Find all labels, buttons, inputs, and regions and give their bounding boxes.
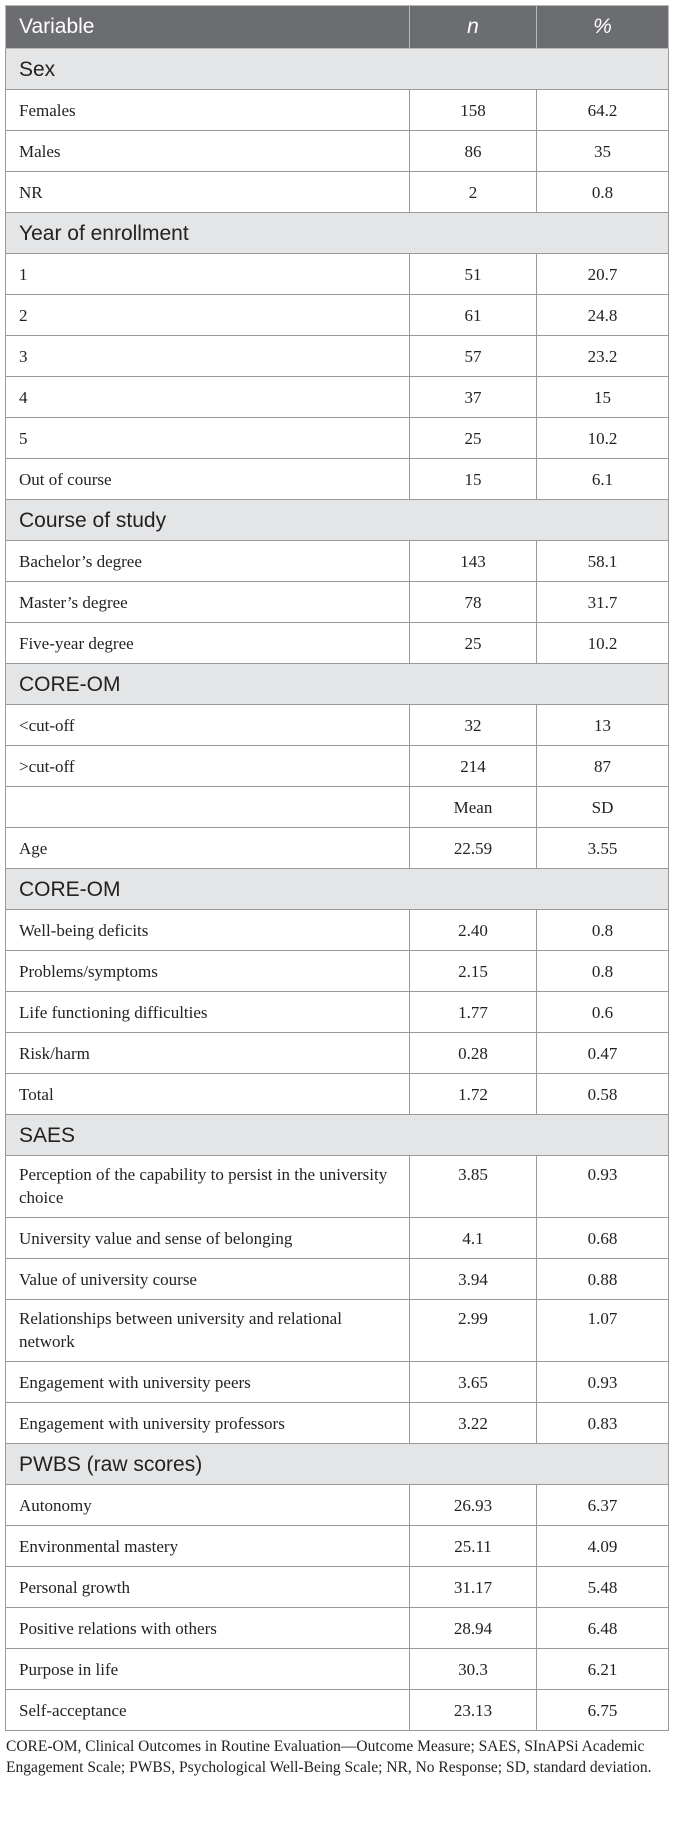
table-row bbox=[6, 910, 669, 951]
subheader-sd: SD bbox=[537, 787, 669, 828]
row-sd: 6.21 bbox=[537, 1649, 669, 1690]
row-mean: 30.3 bbox=[410, 1649, 537, 1690]
row-mean: 2.40 bbox=[410, 910, 537, 951]
row-n: 86 bbox=[410, 131, 537, 172]
descriptive-statistics-table bbox=[5, 5, 669, 1731]
row-percent: 64.2 bbox=[537, 90, 669, 131]
row-n: 51 bbox=[410, 254, 537, 295]
row-mean: 28.94 bbox=[410, 1608, 537, 1649]
table-row bbox=[6, 377, 669, 418]
row-percent: 10.2 bbox=[537, 623, 669, 664]
row-sd: 6.48 bbox=[537, 1608, 669, 1649]
section-core-om-scores bbox=[6, 869, 669, 910]
table-row bbox=[6, 1156, 669, 1218]
row-label: Total bbox=[6, 1074, 410, 1115]
table-container bbox=[5, 5, 668, 1778]
row-percent: 87 bbox=[537, 746, 669, 787]
section-title: SAES bbox=[6, 1115, 669, 1156]
row-label: Relationships between university and relational network bbox=[6, 1300, 410, 1362]
row-label: Bachelor’s degree bbox=[6, 541, 410, 582]
row-mean: 3.65 bbox=[410, 1362, 537, 1403]
table-row bbox=[6, 418, 669, 459]
row-sd: 1.07 bbox=[537, 1300, 669, 1362]
section-sex bbox=[6, 49, 669, 90]
table-row bbox=[6, 254, 669, 295]
row-label: Life functioning difficulties bbox=[6, 992, 410, 1033]
row-label: Personal growth bbox=[6, 1567, 410, 1608]
row-sd: 5.48 bbox=[537, 1567, 669, 1608]
section-core-om-cutoff bbox=[6, 664, 669, 705]
row-sd: 0.88 bbox=[537, 1259, 669, 1300]
row-label: Risk/harm bbox=[6, 1033, 410, 1074]
table-row bbox=[6, 131, 669, 172]
table-row bbox=[6, 336, 669, 377]
row-sd: 0.93 bbox=[537, 1362, 669, 1403]
row-sd: 4.09 bbox=[537, 1526, 669, 1567]
row-label: Out of course bbox=[6, 459, 410, 500]
row-percent: 13 bbox=[537, 705, 669, 746]
row-label: Age bbox=[6, 828, 410, 869]
table-row bbox=[6, 1567, 669, 1608]
row-label: Value of university course bbox=[6, 1259, 410, 1300]
row-sd: 0.58 bbox=[537, 1074, 669, 1115]
header-row bbox=[6, 6, 669, 49]
section-title: Sex bbox=[6, 49, 669, 90]
section-title: Course of study bbox=[6, 500, 669, 541]
table-row bbox=[6, 623, 669, 664]
row-label: University value and sense of belonging bbox=[6, 1218, 410, 1259]
header-n: n bbox=[410, 6, 537, 49]
section-title: PWBS (raw scores) bbox=[6, 1444, 669, 1485]
row-mean: 2.99 bbox=[410, 1300, 537, 1362]
row-label: Positive relations with others bbox=[6, 1608, 410, 1649]
section-year-of-enrollment bbox=[6, 213, 669, 254]
row-label: NR bbox=[6, 172, 410, 213]
row-sd: 6.75 bbox=[537, 1690, 669, 1731]
row-label: >cut-off bbox=[6, 746, 410, 787]
row-mean: 3.22 bbox=[410, 1403, 537, 1444]
row-percent: 6.1 bbox=[537, 459, 669, 500]
table-row bbox=[6, 172, 669, 213]
row-label: Engagement with university peers bbox=[6, 1362, 410, 1403]
row-mean: 31.17 bbox=[410, 1567, 537, 1608]
row-sd: 0.6 bbox=[537, 992, 669, 1033]
table-row bbox=[6, 1300, 669, 1362]
table-row bbox=[6, 295, 669, 336]
row-sd: 0.93 bbox=[537, 1156, 669, 1218]
row-percent: 31.7 bbox=[537, 582, 669, 623]
row-label: 1 bbox=[6, 254, 410, 295]
section-title: Year of enrollment bbox=[6, 213, 669, 254]
row-sd: 6.37 bbox=[537, 1485, 669, 1526]
row-label: Five-year degree bbox=[6, 623, 410, 664]
row-percent: 15 bbox=[537, 377, 669, 418]
row-n: 214 bbox=[410, 746, 537, 787]
table-row bbox=[6, 1362, 669, 1403]
table-row bbox=[6, 1608, 669, 1649]
table-row bbox=[6, 705, 669, 746]
row-label bbox=[6, 787, 410, 828]
section-title: CORE-OM bbox=[6, 664, 669, 705]
row-label: <cut-off bbox=[6, 705, 410, 746]
row-percent: 0.8 bbox=[537, 172, 669, 213]
row-n: 25 bbox=[410, 418, 537, 459]
row-label: Engagement with university professors bbox=[6, 1403, 410, 1444]
table-row bbox=[6, 1485, 669, 1526]
row-n: 37 bbox=[410, 377, 537, 418]
row-label: 4 bbox=[6, 377, 410, 418]
row-percent: 58.1 bbox=[537, 541, 669, 582]
table-row bbox=[6, 951, 669, 992]
row-percent: 10.2 bbox=[537, 418, 669, 459]
row-label: Autonomy bbox=[6, 1485, 410, 1526]
row-percent: 35 bbox=[537, 131, 669, 172]
table-footnote: CORE-OM, Clinical Outcomes in Routine Evaluation—Outcome Measure; SAES, SInAPSi Academic Engagement Scale; PWBS, Psychological Well-Being Scale; NR, No Response; SD, standard deviation. bbox=[6, 1738, 652, 1776]
table-row bbox=[6, 1526, 669, 1567]
row-mean: 26.93 bbox=[410, 1485, 537, 1526]
row-percent: 20.7 bbox=[537, 254, 669, 295]
row-n: 2 bbox=[410, 172, 537, 213]
row-label: 5 bbox=[6, 418, 410, 459]
row-n: 15 bbox=[410, 459, 537, 500]
row-percent: 23.2 bbox=[537, 336, 669, 377]
row-n: 78 bbox=[410, 582, 537, 623]
header-variable: Variable bbox=[6, 6, 410, 49]
row-mean: 3.94 bbox=[410, 1259, 537, 1300]
section-course-of-study bbox=[6, 500, 669, 541]
row-mean: 22.59 bbox=[410, 828, 537, 869]
section-title: CORE-OM bbox=[6, 869, 669, 910]
row-mean: 3.85 bbox=[410, 1156, 537, 1218]
row-mean: 1.72 bbox=[410, 1074, 537, 1115]
row-n: 57 bbox=[410, 336, 537, 377]
row-label: Well-being deficits bbox=[6, 910, 410, 951]
row-label: Self-acceptance bbox=[6, 1690, 410, 1731]
subheader-mean: Mean bbox=[410, 787, 537, 828]
section-saes bbox=[6, 1115, 669, 1156]
table-row bbox=[6, 582, 669, 623]
row-label: Environmental mastery bbox=[6, 1526, 410, 1567]
row-sd: 0.83 bbox=[537, 1403, 669, 1444]
table-row bbox=[6, 541, 669, 582]
table-row bbox=[6, 1033, 669, 1074]
row-n: 25 bbox=[410, 623, 537, 664]
row-label: Males bbox=[6, 131, 410, 172]
row-label: 3 bbox=[6, 336, 410, 377]
section-pwbs bbox=[6, 1444, 669, 1485]
row-label: Purpose in life bbox=[6, 1649, 410, 1690]
table-row bbox=[6, 746, 669, 787]
table-row bbox=[6, 1649, 669, 1690]
table-row bbox=[6, 1218, 669, 1259]
row-mean: 25.11 bbox=[410, 1526, 537, 1567]
row-label: Females bbox=[6, 90, 410, 131]
row-n: 61 bbox=[410, 295, 537, 336]
row-sd: 0.8 bbox=[537, 951, 669, 992]
table-row bbox=[6, 459, 669, 500]
table-row bbox=[6, 90, 669, 131]
row-sd: 0.68 bbox=[537, 1218, 669, 1259]
row-mean: 0.28 bbox=[410, 1033, 537, 1074]
row-mean: 2.15 bbox=[410, 951, 537, 992]
table-row bbox=[6, 1403, 669, 1444]
table-row bbox=[6, 1259, 669, 1300]
row-n: 143 bbox=[410, 541, 537, 582]
row-label: Perception of the capability to persist in the university choice bbox=[6, 1156, 410, 1218]
row-mean: 1.77 bbox=[410, 992, 537, 1033]
row-n: 158 bbox=[410, 90, 537, 131]
row-percent: 24.8 bbox=[537, 295, 669, 336]
table-row bbox=[6, 992, 669, 1033]
row-label: Master’s degree bbox=[6, 582, 410, 623]
row-sd: 0.8 bbox=[537, 910, 669, 951]
row-mean: 4.1 bbox=[410, 1218, 537, 1259]
row-sd: 0.47 bbox=[537, 1033, 669, 1074]
row-label: Problems/symptoms bbox=[6, 951, 410, 992]
table-row bbox=[6, 828, 669, 869]
row-label: 2 bbox=[6, 295, 410, 336]
mean-sd-subheader-row bbox=[6, 787, 669, 828]
row-n: 32 bbox=[410, 705, 537, 746]
row-sd: 3.55 bbox=[537, 828, 669, 869]
header-percent: % bbox=[537, 6, 669, 49]
row-mean: 23.13 bbox=[410, 1690, 537, 1731]
table-row bbox=[6, 1690, 669, 1731]
table-row bbox=[6, 1074, 669, 1115]
